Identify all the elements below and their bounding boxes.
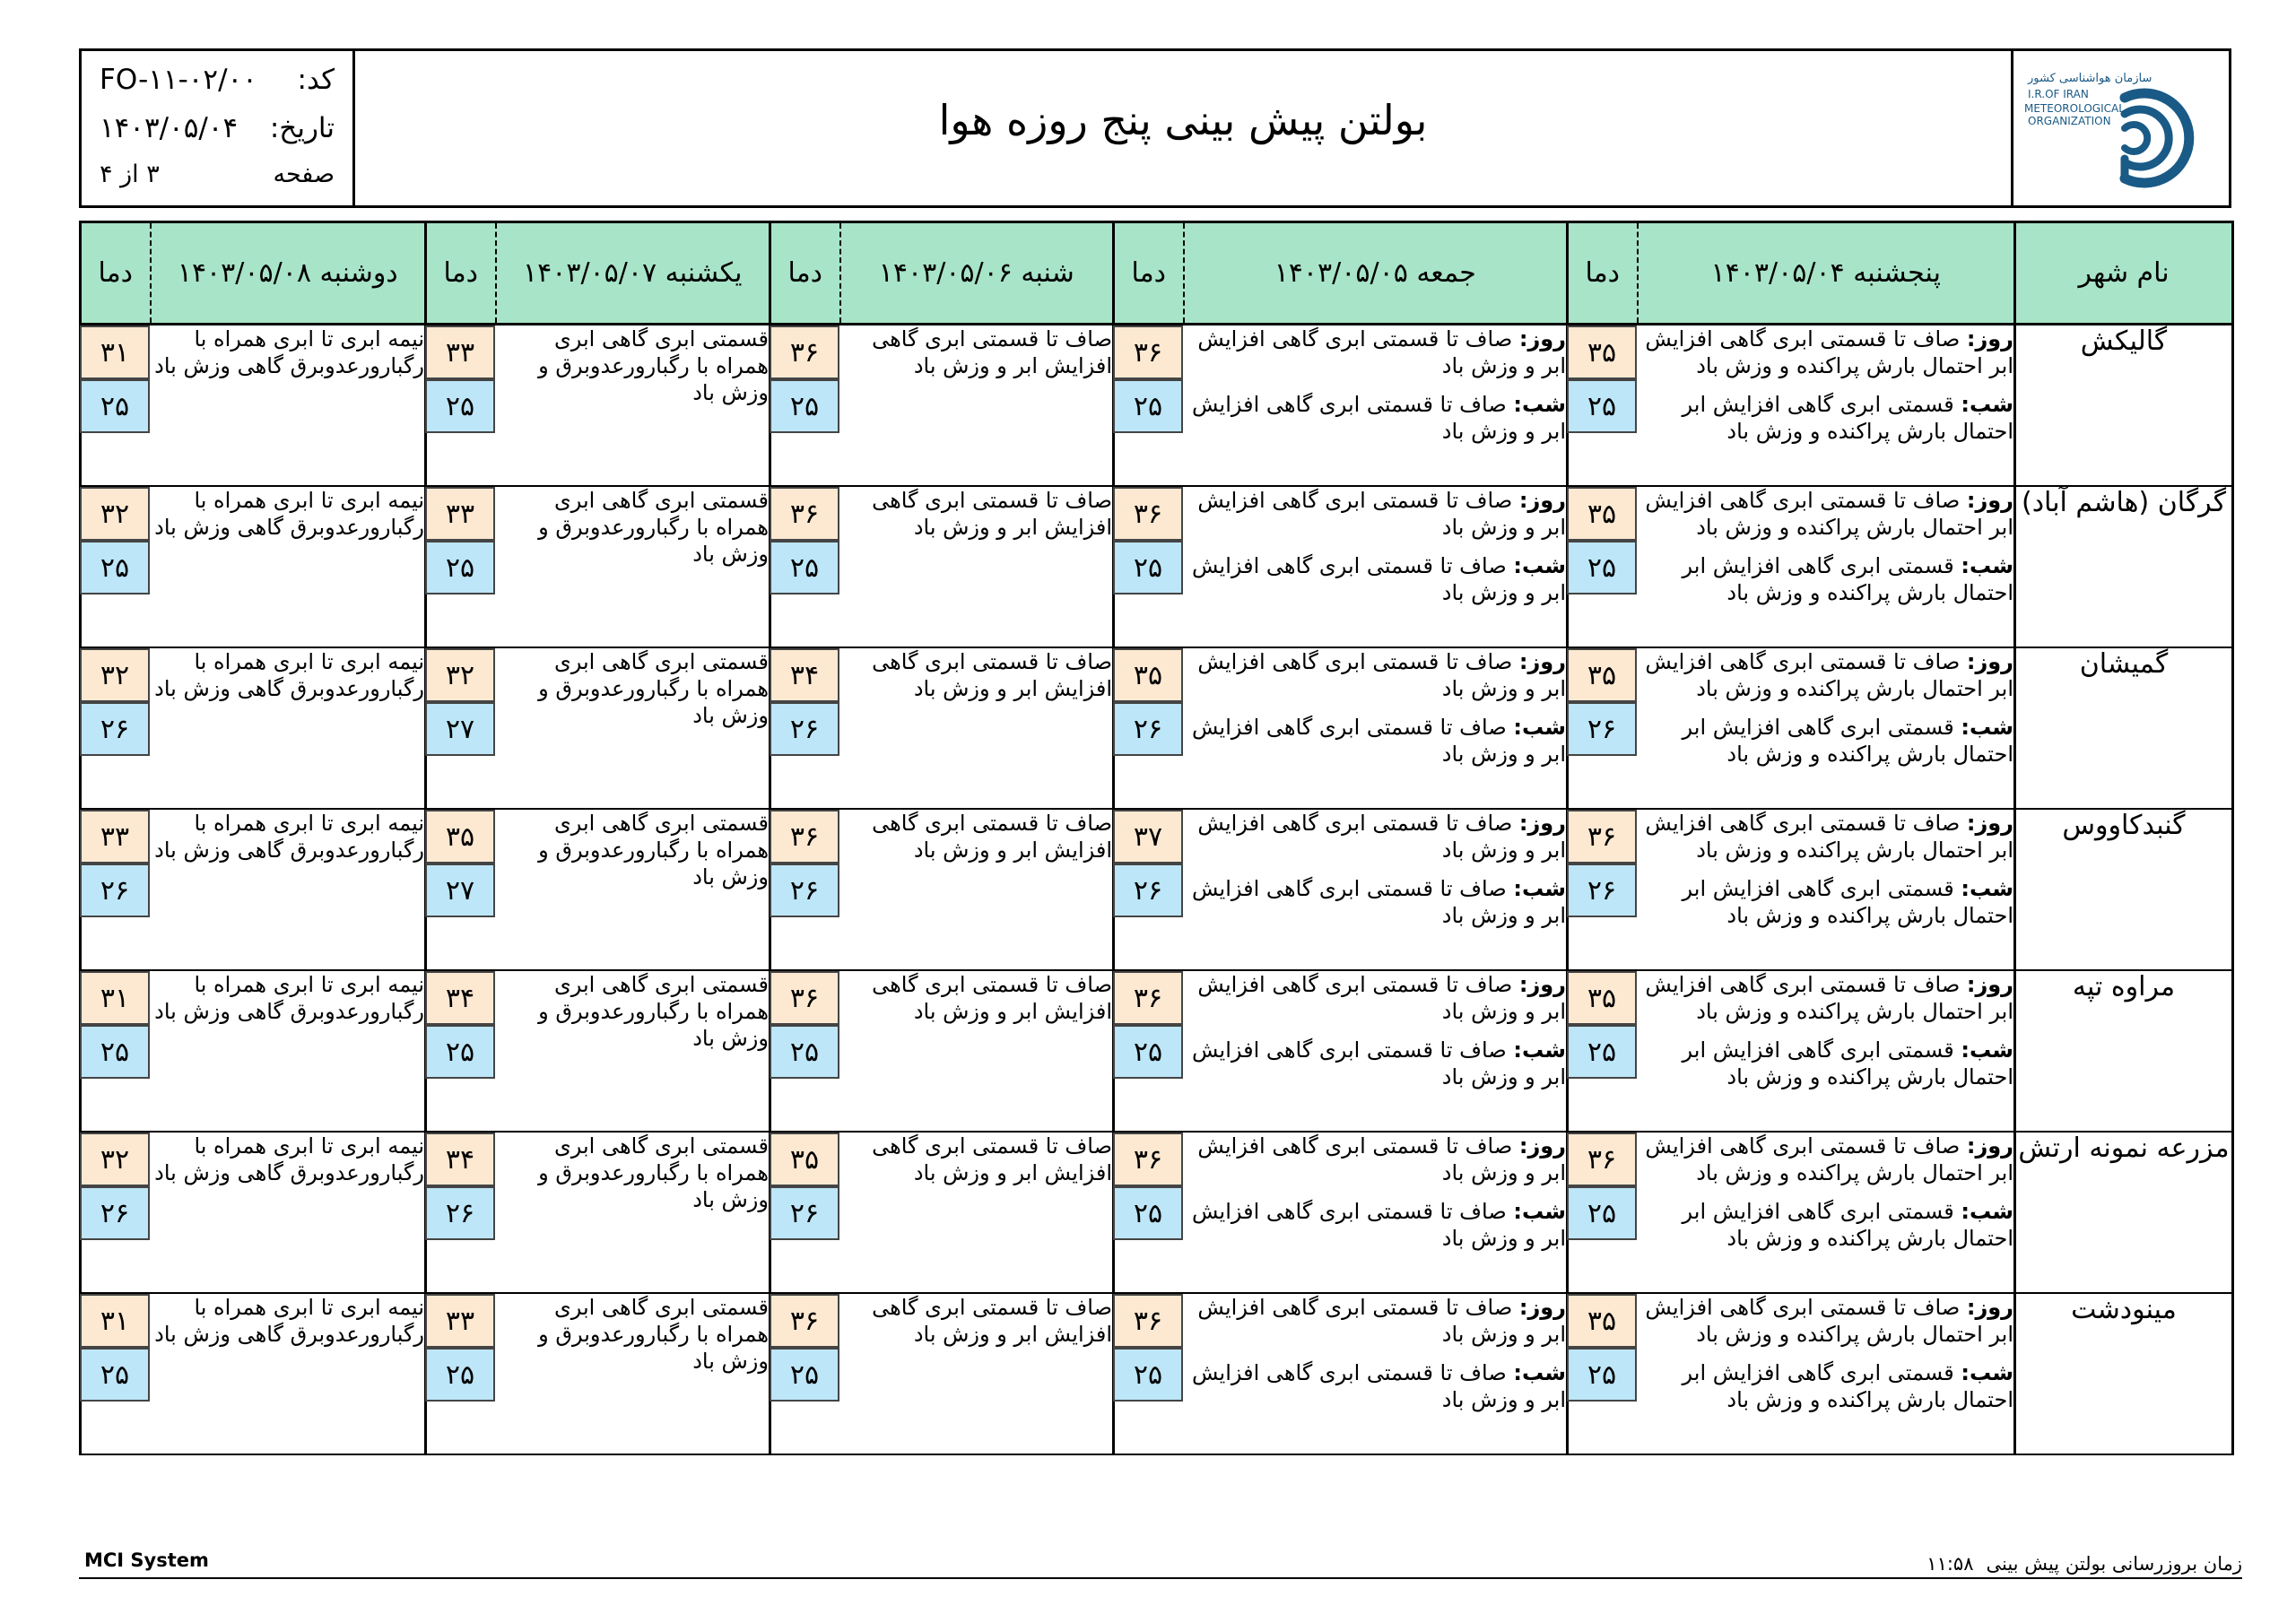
- day-column-header-1: پنجشنبه ۱۴۰۳/۰۵/۰۴: [1638, 222, 2015, 325]
- min-temp: ۲۶: [1113, 702, 1183, 756]
- forecast-day4: قسمتی ابری گاهی ابری همراه با رگبارورعدوبرق و وزش باد: [496, 486, 770, 647]
- forecast-day1: [1638, 486, 2015, 647]
- day-forecast-text: صاف تا قسمتی ابری گاهی افزایش ابر احتمال بارش پراکنده و وزش باد: [1645, 1295, 2013, 1347]
- temp-column-header-2: دما: [1114, 222, 1184, 325]
- code-value: FO-۱۱-۰۲/۰۰: [100, 64, 257, 96]
- max-temp: ۳۱: [80, 1294, 150, 1348]
- day-column-header-2: جمعه ۱۴۰۳/۰۵/۰۵: [1184, 222, 1568, 325]
- min-temp: ۲۶: [80, 702, 150, 756]
- forecast-day2: [1184, 647, 1568, 809]
- forecast-day3: صاف تا قسمتی ابری گاهی افزایش ابر و وزش باد: [840, 1132, 1114, 1293]
- temp-day3: [770, 970, 840, 1132]
- temp-day4: [426, 647, 496, 809]
- forecast-day3: صاف تا قسمتی ابری گاهی افزایش ابر و وزش باد: [840, 647, 1114, 809]
- day-column-header-3: شنبه ۱۴۰۳/۰۵/۰۶: [840, 222, 1114, 325]
- min-temp: ۲۵: [1113, 379, 1183, 433]
- temp-day3: [770, 809, 840, 970]
- max-temp: ۳۶: [770, 487, 839, 541]
- temp-column-header-1: دما: [1568, 222, 1638, 325]
- code-label: کد:: [297, 64, 335, 96]
- night-label: شب:: [1961, 1037, 2013, 1063]
- temp-day4: [426, 1293, 496, 1454]
- max-temp: ۳۴: [770, 648, 839, 702]
- night-label: شب:: [1961, 392, 2013, 417]
- temp-day5: [81, 809, 151, 970]
- city-name: مزرعه نمونه ارتش: [2015, 1132, 2233, 1293]
- day-label: روز:: [1966, 1295, 2013, 1320]
- forecast-day5: نیمه ابری تا ابری همراه با رگبارورعدوبرق گاهی وزش باد: [151, 486, 426, 647]
- forecast-day3: صاف تا قسمتی ابری گاهی افزایش ابر و وزش باد: [840, 325, 1114, 487]
- max-temp: ۳۵: [770, 1133, 839, 1186]
- day-forecast: [1184, 648, 1567, 702]
- city-name: گنبدکاووس: [2015, 809, 2233, 970]
- day-label: روز:: [1966, 1133, 2013, 1159]
- temp-day4: [426, 1132, 496, 1293]
- night-forecast: [1184, 714, 1567, 768]
- table-header-row: [81, 222, 2233, 325]
- temp-day2: [1114, 486, 1184, 647]
- night-label: شب:: [1961, 553, 2013, 578]
- day-forecast: [1184, 810, 1567, 864]
- page-value: ۳ از ۴: [100, 161, 160, 188]
- table-row: [81, 970, 2233, 1132]
- temp-day4: [426, 970, 496, 1132]
- day-forecast-text: صاف تا قسمتی ابری گاهی افزایش ابر احتمال بارش پراکنده و وزش باد: [1645, 649, 2013, 701]
- day-forecast: [1638, 487, 2014, 541]
- night-forecast-text: صاف تا قسمتی ابری گاهی افزایش ابر و وزش باد: [1191, 392, 1566, 444]
- forecast-day1: [1638, 809, 2015, 970]
- min-temp: ۲۵: [1567, 541, 1637, 595]
- day-label: روز:: [1966, 972, 2013, 997]
- bulletin-header: [79, 48, 2231, 208]
- forecast-day3: صاف تا قسمتی ابری گاهی افزایش ابر و وزش باد: [840, 486, 1114, 647]
- logo: [2011, 51, 2229, 205]
- night-label: شب:: [1961, 876, 2013, 901]
- night-forecast: [1638, 875, 2014, 929]
- day-forecast-text: صاف تا قسمتی ابری گاهی افزایش ابر و وزش باد: [1197, 811, 1566, 863]
- night-label: شب:: [1513, 392, 1566, 417]
- day-forecast-text: صاف تا قسمتی ابری گاهی افزایش ابر و وزش باد: [1197, 1295, 1566, 1347]
- forecast-day3: صاف تا قسمتی ابری گاهی افزایش ابر و وزش باد: [840, 1293, 1114, 1454]
- night-forecast: [1638, 391, 2014, 445]
- max-temp: ۳۶: [1113, 1294, 1183, 1348]
- max-temp: ۳۷: [1113, 810, 1183, 864]
- temp-column-header-4: دما: [426, 222, 496, 325]
- min-temp: ۲۵: [425, 541, 495, 595]
- night-label: شب:: [1513, 553, 1566, 578]
- min-temp: ۲۶: [80, 864, 150, 917]
- max-temp: ۳۱: [80, 325, 150, 379]
- forecast-day4: قسمتی ابری گاهی ابری همراه با رگبارورعدوبرق و وزش باد: [496, 809, 770, 970]
- temp-day5: [81, 647, 151, 809]
- temp-day2: [1114, 325, 1184, 487]
- forecast-day5: نیمه ابری تا ابری همراه با رگبارورعدوبرق گاهی وزش باد: [151, 647, 426, 809]
- temp-day2: [1114, 1132, 1184, 1293]
- temp-day3: [770, 1293, 840, 1454]
- night-forecast: [1638, 552, 2014, 606]
- temp-day2: [1114, 970, 1184, 1132]
- forecast-body: [81, 325, 2233, 1455]
- max-temp: ۳۶: [770, 810, 839, 864]
- system-name: MCI System: [84, 1549, 209, 1571]
- day-forecast: [1184, 325, 1567, 379]
- min-temp: ۲۶: [770, 702, 839, 756]
- forecast-day2: [1184, 486, 1568, 647]
- temp-day3: [770, 647, 840, 809]
- forecast-day1: [1638, 970, 2015, 1132]
- forecast-table: [79, 221, 2234, 1455]
- max-temp: ۳۳: [80, 810, 150, 864]
- bulletin-title: بولتن پیش بینی پنج روزه هوا: [938, 96, 1428, 144]
- day-forecast-text: صاف تا قسمتی ابری گاهی افزایش ابر احتمال بارش پراکنده و وزش باد: [1645, 811, 2013, 863]
- max-temp: ۳۲: [80, 487, 150, 541]
- min-temp: ۲۵: [1567, 1348, 1637, 1402]
- day-forecast: [1184, 1133, 1567, 1186]
- date-value: ۱۴۰۳/۰۵/۰۴: [100, 112, 239, 144]
- temp-day1: [1568, 325, 1638, 487]
- temp-day5: [81, 486, 151, 647]
- document-meta: [82, 51, 355, 205]
- max-temp: ۳۳: [425, 325, 495, 379]
- forecast-day5: نیمه ابری تا ابری همراه با رگبارورعدوبرق گاهی وزش باد: [151, 1132, 426, 1293]
- temp-day3: [770, 486, 840, 647]
- temp-day4: [426, 809, 496, 970]
- max-temp: ۳۶: [1567, 1133, 1637, 1186]
- svg-text:ORGANIZATION: ORGANIZATION: [2028, 115, 2111, 127]
- max-temp: ۳۴: [425, 971, 495, 1025]
- city-name: مینودشت: [2015, 1293, 2233, 1454]
- max-temp: ۳۶: [1113, 1133, 1183, 1186]
- night-label: شب:: [1513, 1199, 1566, 1224]
- temp-day5: [81, 1293, 151, 1454]
- night-label: شب:: [1513, 876, 1566, 901]
- update-time: ۱۱:۵۸: [1926, 1553, 1974, 1575]
- min-temp: ۲۵: [1113, 1186, 1183, 1240]
- temp-column-header-5: دما: [81, 222, 151, 325]
- forecast-day1: [1638, 647, 2015, 809]
- night-forecast: [1184, 1359, 1567, 1413]
- day-forecast-text: صاف تا قسمتی ابری گاهی افزایش ابر احتمال بارش پراکنده و وزش باد: [1645, 326, 2013, 378]
- temp-day4: [426, 486, 496, 647]
- day-label: روز:: [1966, 649, 2013, 674]
- min-temp: ۲۵: [1567, 1186, 1637, 1240]
- night-label: شب:: [1961, 1360, 2013, 1385]
- forecast-day5: نیمه ابری تا ابری همراه با رگبارورعدوبرق گاهی وزش باد: [151, 325, 426, 487]
- temp-day2: [1114, 809, 1184, 970]
- night-forecast-text: قسمتی ابری گاهی افزایش ابر احتمال بارش پراکنده و وزش باد: [1682, 392, 2013, 444]
- night-forecast-text: صاف تا قسمتی ابری گاهی افزایش ابر و وزش باد: [1191, 1037, 1566, 1089]
- update-label: زمان بروزرسانی بولتن پیش بینی: [1986, 1553, 2242, 1575]
- night-forecast-text: قسمتی ابری گاهی افزایش ابر احتمال بارش پراکنده و وزش باد: [1682, 876, 2013, 928]
- day-label: روز:: [1518, 972, 1566, 997]
- night-forecast-text: قسمتی ابری گاهی افزایش ابر احتمال بارش پراکنده و وزش باد: [1682, 715, 2013, 767]
- night-forecast: [1638, 714, 2014, 768]
- temp-day1: [1568, 1132, 1638, 1293]
- day-forecast-text: صاف تا قسمتی ابری گاهی افزایش ابر احتمال بارش پراکنده و وزش باد: [1645, 972, 2013, 1024]
- max-temp: ۳۶: [1113, 325, 1183, 379]
- max-temp: ۳۵: [1567, 325, 1637, 379]
- max-temp: ۳۳: [425, 487, 495, 541]
- min-temp: ۲۵: [770, 1025, 839, 1079]
- temp-day3: [770, 325, 840, 487]
- forecast-day2: [1184, 1293, 1568, 1454]
- svg-text:سازمان هواشناسی کشور: سازمان هواشناسی کشور: [2028, 72, 2152, 85]
- svg-text:METEOROLOGICAL: METEOROLOGICAL: [2024, 102, 2125, 115]
- forecast-day3: صاف تا قسمتی ابری گاهی افزایش ابر و وزش باد: [840, 809, 1114, 970]
- night-forecast: [1184, 552, 1567, 606]
- day-forecast: [1638, 325, 2014, 379]
- footer-divider: [79, 1577, 2242, 1579]
- meteorological-organization-logo-icon: [2024, 62, 2213, 196]
- night-forecast: [1184, 391, 1567, 445]
- min-temp: ۲۵: [1567, 379, 1637, 433]
- table-row: [81, 809, 2233, 970]
- min-temp: ۲۵: [770, 379, 839, 433]
- max-temp: ۳۵: [1567, 648, 1637, 702]
- day-forecast: [1638, 1294, 2014, 1348]
- day-forecast: [1184, 1294, 1567, 1348]
- night-forecast-text: قسمتی ابری گاهی افزایش ابر احتمال بارش پراکنده و وزش باد: [1682, 1037, 2013, 1089]
- max-temp: ۳۵: [1567, 487, 1637, 541]
- day-forecast-text: صاف تا قسمتی ابری گاهی افزایش ابر و وزش باد: [1197, 488, 1566, 540]
- min-temp: ۲۷: [425, 864, 495, 917]
- table-row: [81, 647, 2233, 809]
- city-name: گمیشان: [2015, 647, 2233, 809]
- day-forecast-text: صاف تا قسمتی ابری گاهی افزایش ابر و وزش باد: [1197, 649, 1566, 701]
- day-label: روز:: [1518, 1133, 1566, 1159]
- max-temp: ۳۶: [770, 971, 839, 1025]
- max-temp: ۳۶: [770, 1294, 839, 1348]
- day-column-header-5: دوشنبه ۱۴۰۳/۰۵/۰۸: [151, 222, 426, 325]
- forecast-day2: [1184, 809, 1568, 970]
- forecast-day4: قسمتی ابری گاهی ابری همراه با رگبارورعدوبرق و وزش باد: [496, 647, 770, 809]
- min-temp: ۲۵: [425, 379, 495, 433]
- min-temp: ۲۵: [1113, 1025, 1183, 1079]
- max-temp: ۳۲: [80, 1133, 150, 1186]
- temp-day3: [770, 1132, 840, 1293]
- day-label: روز:: [1518, 649, 1566, 674]
- max-temp: ۳۱: [80, 971, 150, 1025]
- min-temp: ۲۵: [80, 541, 150, 595]
- code-row: [100, 64, 335, 96]
- day-label: روز:: [1966, 326, 2013, 352]
- day-forecast: [1184, 487, 1567, 541]
- day-forecast: [1638, 648, 2014, 702]
- min-temp: ۲۵: [770, 1348, 839, 1402]
- forecast-day4: قسمتی ابری گاهی ابری همراه با رگبارورعدوبرق و وزش باد: [496, 970, 770, 1132]
- update-info: [1926, 1553, 2242, 1575]
- min-temp: ۲۶: [1113, 864, 1183, 917]
- day-forecast-text: صاف تا قسمتی ابری گاهی افزایش ابر و وزش باد: [1197, 972, 1566, 1024]
- max-temp: ۳۶: [1567, 810, 1637, 864]
- night-forecast-text: صاف تا قسمتی ابری گاهی افزایش ابر و وزش باد: [1191, 1199, 1566, 1251]
- night-label: شب:: [1961, 715, 2013, 740]
- day-forecast-text: صاف تا قسمتی ابری گاهی افزایش ابر و وزش باد: [1197, 326, 1566, 378]
- temp-day2: [1114, 647, 1184, 809]
- night-forecast: [1638, 1198, 2014, 1252]
- day-label: روز:: [1966, 811, 2013, 836]
- night-forecast-text: صاف تا قسمتی ابری گاهی افزایش ابر و وزش باد: [1191, 1360, 1566, 1412]
- city-column-header: نام شهر: [2015, 222, 2233, 325]
- min-temp: ۲۵: [425, 1348, 495, 1402]
- night-label: شب:: [1513, 715, 1566, 740]
- night-forecast-text: قسمتی ابری گاهی افزایش ابر احتمال بارش پراکنده و وزش باد: [1682, 1199, 2013, 1251]
- max-temp: ۳۵: [1113, 648, 1183, 702]
- min-temp: ۲۵: [80, 1348, 150, 1402]
- min-temp: ۲۵: [770, 541, 839, 595]
- temp-day5: [81, 325, 151, 487]
- forecast-day4: قسمتی ابری گاهی ابری همراه با رگبارورعدوبرق و وزش باد: [496, 325, 770, 487]
- day-forecast-text: صاف تا قسمتی ابری گاهی افزایش ابر احتمال بارش پراکنده و وزش باد: [1645, 1133, 2013, 1185]
- night-label: شب:: [1513, 1360, 1566, 1385]
- max-temp: ۳۳: [425, 1294, 495, 1348]
- forecast-day1: [1638, 1132, 2015, 1293]
- forecast-day5: نیمه ابری تا ابری همراه با رگبارورعدوبرق گاهی وزش باد: [151, 970, 426, 1132]
- forecast-day3: صاف تا قسمتی ابری گاهی افزایش ابر و وزش باد: [840, 970, 1114, 1132]
- min-temp: ۲۶: [770, 1186, 839, 1240]
- temp-day1: [1568, 647, 1638, 809]
- night-forecast-text: صاف تا قسمتی ابری گاهی افزایش ابر و وزش باد: [1191, 715, 1566, 767]
- min-temp: ۲۵: [80, 379, 150, 433]
- night-label: شب:: [1961, 1199, 2013, 1224]
- min-temp: ۲۵: [1113, 1348, 1183, 1402]
- temp-day1: [1568, 970, 1638, 1132]
- forecast-day5: نیمه ابری تا ابری همراه با رگبارورعدوبرق گاهی وزش باد: [151, 809, 426, 970]
- table-row: [81, 1293, 2233, 1454]
- page-row: [100, 161, 335, 188]
- night-forecast: [1638, 1359, 2014, 1413]
- min-temp: ۲۶: [1567, 864, 1637, 917]
- max-temp: ۳۶: [1113, 971, 1183, 1025]
- city-name: مراوه تپه: [2015, 970, 2233, 1132]
- night-forecast: [1184, 1037, 1567, 1090]
- night-forecast: [1184, 1198, 1567, 1252]
- city-name: گالیکش: [2015, 325, 2233, 487]
- day-label: روز:: [1518, 811, 1566, 836]
- min-temp: ۲۶: [80, 1186, 150, 1240]
- day-label: روز:: [1518, 488, 1566, 513]
- night-forecast: [1638, 1037, 2014, 1090]
- night-forecast-text: صاف تا قسمتی ابری گاهی افزایش ابر و وزش باد: [1191, 553, 1566, 605]
- night-forecast-text: صاف تا قسمتی ابری گاهی افزایش ابر و وزش باد: [1191, 876, 1566, 928]
- max-temp: ۳۵: [1567, 971, 1637, 1025]
- min-temp: ۲۶: [425, 1186, 495, 1240]
- forecast-day5: نیمه ابری تا ابری همراه با رگبارورعدوبرق گاهی وزش باد: [151, 1293, 426, 1454]
- forecast-day4: قسمتی ابری گاهی ابری همراه با رگبارورعدوبرق و وزش باد: [496, 1132, 770, 1293]
- date-row: [100, 112, 335, 144]
- min-temp: ۲۵: [1113, 541, 1183, 595]
- max-temp: ۳۶: [1113, 487, 1183, 541]
- day-forecast: [1638, 1133, 2014, 1186]
- table-row: [81, 325, 2233, 487]
- table-row: [81, 486, 2233, 647]
- min-temp: ۲۵: [425, 1025, 495, 1079]
- day-label: روز:: [1966, 488, 2013, 513]
- page-label: صفحه: [273, 161, 335, 188]
- day-forecast: [1638, 810, 2014, 864]
- table-row: [81, 1132, 2233, 1293]
- temp-day4: [426, 325, 496, 487]
- city-name: گرگان (هاشم آباد): [2015, 486, 2233, 647]
- svg-text:I.R.OF IRAN: I.R.OF IRAN: [2028, 88, 2089, 100]
- temp-day5: [81, 970, 151, 1132]
- max-temp: ۳۵: [425, 810, 495, 864]
- night-forecast: [1184, 875, 1567, 929]
- forecast-day2: [1184, 1132, 1568, 1293]
- max-temp: ۳۲: [425, 648, 495, 702]
- day-forecast-text: صاف تا قسمتی ابری گاهی افزایش ابر و وزش باد: [1197, 1133, 1566, 1185]
- max-temp: ۳۵: [1567, 1294, 1637, 1348]
- min-temp: ۲۷: [425, 702, 495, 756]
- min-temp: ۲۶: [1567, 702, 1637, 756]
- temp-day1: [1568, 486, 1638, 647]
- day-label: روز:: [1518, 1295, 1566, 1320]
- forecast-day4: قسمتی ابری گاهی ابری همراه با رگبارورعدوبرق و وزش باد: [496, 1293, 770, 1454]
- min-temp: ۲۶: [770, 864, 839, 917]
- forecast-day2: [1184, 325, 1568, 487]
- date-label: تاریخ:: [269, 112, 335, 144]
- day-label: روز:: [1518, 326, 1566, 352]
- night-forecast-text: قسمتی ابری گاهی افزایش ابر احتمال بارش پراکنده و وزش باد: [1682, 553, 2013, 605]
- forecast-day1: [1638, 1293, 2015, 1454]
- day-forecast: [1638, 971, 2014, 1025]
- min-temp: ۲۵: [1567, 1025, 1637, 1079]
- day-forecast-text: صاف تا قسمتی ابری گاهی افزایش ابر احتمال بارش پراکنده و وزش باد: [1645, 488, 2013, 540]
- day-forecast: [1184, 971, 1567, 1025]
- night-forecast-text: قسمتی ابری گاهی افزایش ابر احتمال بارش پراکنده و وزش باد: [1682, 1360, 2013, 1412]
- temp-column-header-3: دما: [770, 222, 840, 325]
- temp-day1: [1568, 809, 1638, 970]
- forecast-day2: [1184, 970, 1568, 1132]
- max-temp: ۳۲: [80, 648, 150, 702]
- max-temp: ۳۶: [770, 325, 839, 379]
- temp-day5: [81, 1132, 151, 1293]
- temp-day1: [1568, 1293, 1638, 1454]
- night-label: شب:: [1513, 1037, 1566, 1063]
- max-temp: ۳۴: [425, 1133, 495, 1186]
- min-temp: ۲۵: [80, 1025, 150, 1079]
- forecast-day1: [1638, 325, 2015, 487]
- temp-day2: [1114, 1293, 1184, 1454]
- day-column-header-4: یکشنبه ۱۴۰۳/۰۵/۰۷: [496, 222, 770, 325]
